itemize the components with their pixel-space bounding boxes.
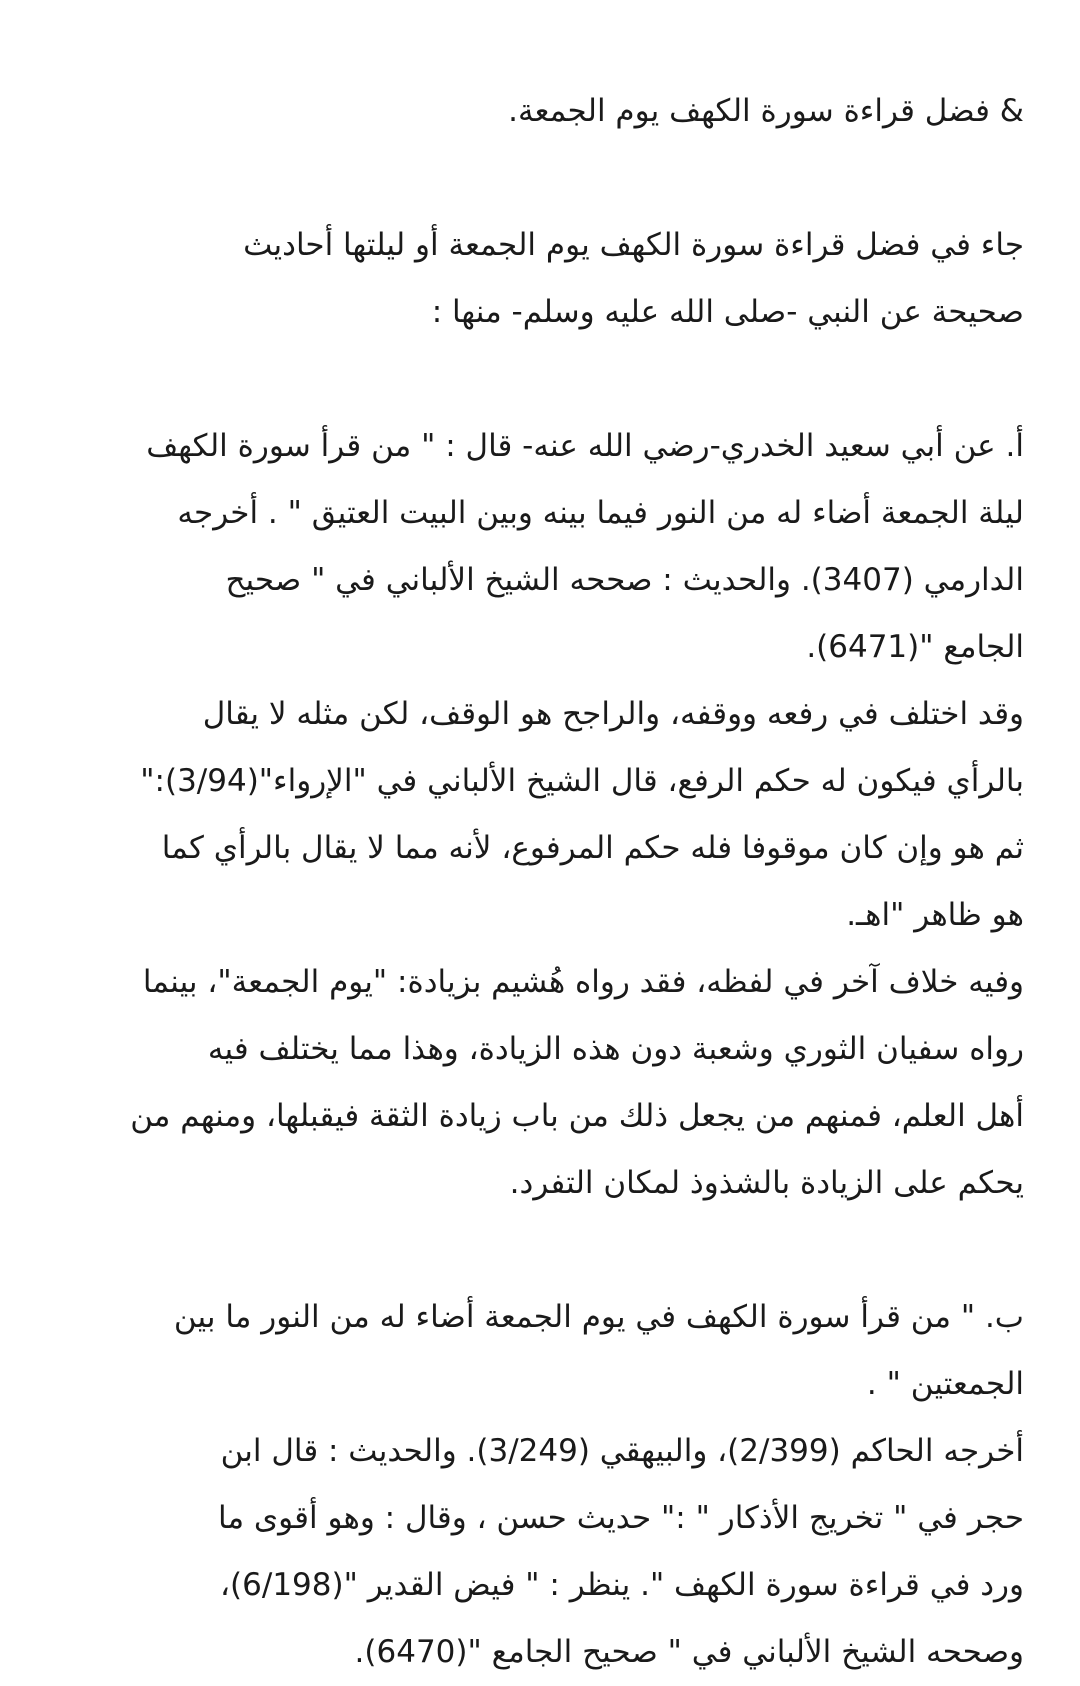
text-line: أهل العلم، فمنهم من يجعل ذلك من باب زيادة الثقة فيقبلها، ومنهم من (130, 1098, 1024, 1134)
text-line: هو ظاهر "اهـ. (846, 897, 1024, 933)
text-line: جاء في فضل قراءة سورة الكهف يوم الجمعة أو ليلتها أحاديث (243, 227, 1024, 263)
text-line: أ. عن أبي سعيد الخدري-رضي الله عنه- قال : " من قرأ سورة الكهف (146, 428, 1024, 464)
heading-line: & فضل قراءة سورة الكهف يوم الجمعة. (508, 93, 1024, 129)
text-line: ليلة الجمعة أضاء له من النور فيما بينه وبين البيت العتيق " . أخرجه (177, 495, 1024, 531)
text-line: ب. " من قرأ سورة الكهف في يوم الجمعة أضاء له من النور ما بين (173, 1299, 1024, 1335)
text-line: حجر في " تخريج الأذكار " :" حديث حسن ، وقال : وهو أقوى ما (218, 1500, 1024, 1536)
text-line: رواه سفيان الثوري وشعبة دون هذه الزيادة، وهذا مما يختلف فيه (207, 1031, 1024, 1067)
text-line: صحيحة عن النبي -صلى الله عليه وسلم- منها : (431, 294, 1024, 330)
text-line: ورد في قراءة سورة الكهف ". ينظر : " فيض القدير "(6/198)، (220, 1567, 1024, 1603)
text-line: الجمعتين " . (866, 1366, 1024, 1402)
blank-line (44, 145, 1024, 212)
text-line: يحكم على الزيادة بالشذوذ لمكان التفرد. (509, 1165, 1024, 1201)
article-text (44, 78, 1024, 1686)
text-line: وقد اختلف في رفعه ووقفه، والراجح هو الوقف، لكن مثله لا يقال (202, 696, 1024, 732)
text-line: بالرأي فيكون له حكم الرفع، قال الشيخ الألباني في "الإرواء"(3/94):" (140, 763, 1024, 799)
text-line: الدارمي (3407). والحديث : صححه الشيخ الألباني في " صحيح (225, 562, 1024, 598)
text-line: وفيه خلاف آخر في لفظه، فقد رواه هُشيم بزيادة: "يوم الجمعة"، بينما (142, 964, 1024, 1000)
blank-line (44, 346, 1024, 413)
text-line: أخرجه الحاكم (2/399)، والبيهقي (3/249). والحديث : قال ابن (220, 1433, 1024, 1469)
text-line: ثم هو وإن كان موقوفا فله حكم المرفوع، لأنه مما لا يقال بالرأي كما (161, 830, 1024, 866)
blank-line (44, 1217, 1024, 1284)
text-line: وصححه الشيخ الألباني في " صحيح الجامع "(6470). (354, 1634, 1024, 1670)
text-line: الجامع "(6471). (806, 629, 1024, 665)
